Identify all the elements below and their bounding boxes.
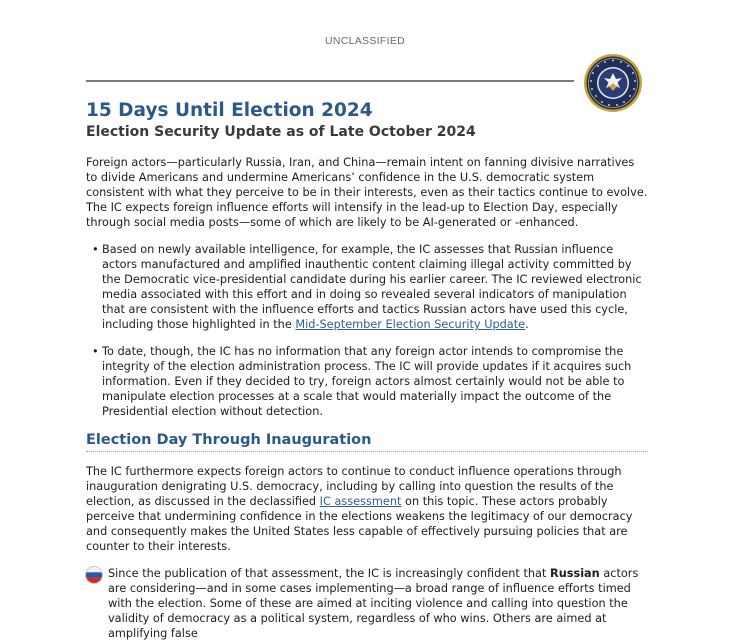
list-item xyxy=(86,242,648,332)
section-para-text: The IC furthermore expects foreign actors to continue to conduct influence operations through inauguration denigrating U.S. democracy, including by calling into question the results of the election, as discussed in the declassified xyxy=(86,465,622,508)
mid-september-update-link[interactable]: Mid-September Election Security Update xyxy=(295,318,526,331)
intro-paragraph: Foreign actors—particularly Russia, Iran, and China—remain intent on fanning divisive narratives to divide Americans and undermine Americans’ confidence in the U.S. democratic system consistent with what they perceive to be in their interests, even as their tactics continue to evolve. The IC expects foreign influence efforts will intensify in the lead-up to Election Day, especially through social media posts—some of which are likely to be AI-generated or -enhanced. xyxy=(86,156,648,229)
header-rule xyxy=(86,80,574,82)
russia-item xyxy=(86,566,648,641)
page-subtitle: Election Security Update as of Late October 2024 xyxy=(86,124,476,140)
russia-flag-icon xyxy=(86,567,102,583)
russia-item-text: Since the publication of that assessment, the IC is increasingly confident that xyxy=(108,567,550,580)
document-body xyxy=(86,155,648,641)
section-heading: Election Day Through Inauguration xyxy=(86,431,648,452)
russia-item-rest: actors are considering—and in some cases implementing—a broad range of influence efforts timed with the election. Some of these are aimed at inciting violence and calling into question the validity of democracy as a political system, regardless of who wins. Others are aimed at amplifying false xyxy=(108,567,639,640)
classification-banner: UNCLASSIFIED xyxy=(324,35,406,47)
section-paragraph xyxy=(86,464,648,554)
ic-assessment-link[interactable]: IC assessment xyxy=(319,495,402,508)
bullet1-text: Based on newly available intelligence, for example, the IC assesses that Russian influence actors manufactured and amplified inauthentic content claiming illegal activity committed by the Democratic vice-presidential candidate during his earlier career. The IC reviewed electronic media associated with this effort and in doing so revealed several indicators of manipulation that are consistent with the influence efforts and tactics Russian actors have used this cycle, including those highlighted in the xyxy=(102,243,642,331)
list-item: • To date, though, the IC has no information that any foreign actor intends to compromise the integrity of the election administration process. The IC will provide updates if it acquires such information. Even if they decided to try, foreign actors almost certainly would not be able to manipulate election processes at a scale that would materially impact the outcome of the Presidential election without detection. xyxy=(86,344,648,419)
section-para-rest: on this topic. These actors probably perceive that undermining confidence in the elections weakens the legitimacy of our democracy and consequently makes the United States less capable of effectively pursuing policies that are counter to their interests. xyxy=(86,495,633,553)
russia-bold: Russian xyxy=(550,567,600,580)
key-points-list xyxy=(86,242,648,419)
bullet1-end: . xyxy=(525,318,529,331)
odni-seal-icon xyxy=(583,53,643,113)
page-title: 15 Days Until Election 2024 xyxy=(86,100,373,121)
